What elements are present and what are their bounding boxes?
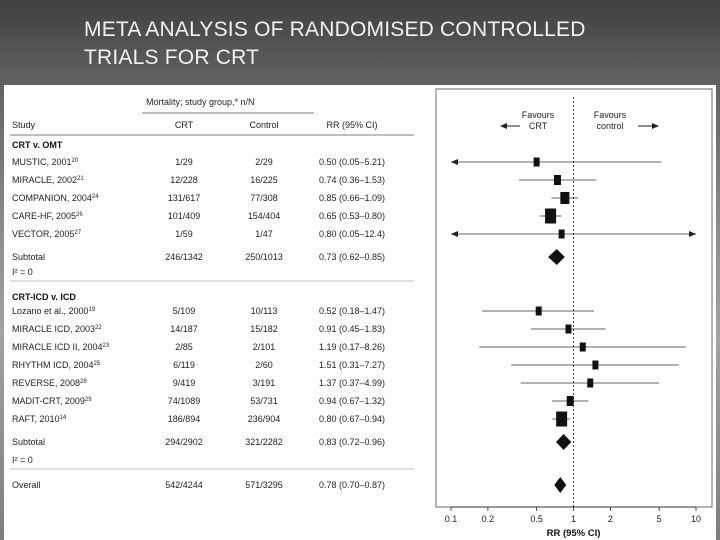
study-row-12-control: 236/904 <box>247 414 281 424</box>
subtotal-2-diamond <box>556 434 571 450</box>
study-row-7-label: MIRACLE ICD, 2003$^{22}$ <box>12 324 102 334</box>
study-row-9-crt: 6/119 <box>173 360 195 370</box>
study-row-10-crt: 9/419 <box>172 378 196 388</box>
header-control: Control <box>249 120 279 130</box>
subtotal-1-rr: 0.73 (0.62–0.85) <box>318 252 386 262</box>
favours-control-line2: control <box>596 121 624 131</box>
study-row-10-point <box>587 379 593 388</box>
study-row-3-ref: 24 <box>91 194 99 200</box>
study-row-4-rr: 0.65 (0.53–0.80) <box>318 211 386 221</box>
study-row-2-ref: 21 <box>77 176 84 182</box>
study-row-5-ref: 27 <box>74 230 82 236</box>
study-row-1-ref: 20 <box>71 158 79 164</box>
subtotal-1-crt: 246/1342 <box>165 252 203 262</box>
header-study: Study <box>12 120 36 130</box>
study-row-3-label: COMPANION, 2004$^{24}$ <box>12 193 99 203</box>
study-row-2-control: 16/225 <box>250 175 278 185</box>
study-row-2-rr: 0.74 (0.36–1.53) <box>318 175 386 185</box>
study-row-7-point <box>565 325 571 334</box>
study-row-3-point <box>560 192 569 204</box>
study-row-12-rr: 0.80 (0.67–0.94) <box>318 414 386 424</box>
slide-title-line-1: META ANALYSIS OF RANDOMISED CONTROLLED <box>84 18 586 41</box>
study-row-7-control: 15/182 <box>250 324 278 334</box>
study-row-2-label: MIRACLE, 2002$^{21}$ <box>12 175 84 185</box>
plot-frame <box>436 89 712 507</box>
x-tick-label-4: 1 <box>570 514 577 524</box>
group-header-1: CRT v. OMT <box>12 140 63 150</box>
x-tick-label-6: 5 <box>656 514 662 524</box>
study-row-6-rr: 0.52 (0.18–1.47) <box>318 306 386 316</box>
study-row-4-crt: 101/409 <box>167 211 201 221</box>
subtotal-1-label: Subtotal <box>12 252 46 262</box>
study-row-11-rr: 0.94 (0.67–1.32) <box>318 396 386 406</box>
study-row-1-ci-arrow-left-icon <box>451 159 458 165</box>
study-row-5-rr: 0.80 (0.05–12.4) <box>318 229 386 239</box>
study-row-9-control: 2/60 <box>255 360 273 370</box>
study-row-4-ref: 26 <box>76 212 83 218</box>
study-row-3-control: 77/308 <box>250 193 278 203</box>
study-row-1-point <box>534 158 540 167</box>
study-row-7-ref: 22 <box>95 325 102 331</box>
forest-plot-svg <box>4 85 716 540</box>
study-row-11-point <box>567 396 574 406</box>
study-row-6-control: 10/113 <box>250 306 278 316</box>
study-row-8-ref: 23 <box>102 343 110 349</box>
favours-control-line1: Favours <box>593 110 627 120</box>
subtotal-2-rr: 0.83 (0.72–0.96) <box>318 437 386 447</box>
x-axis <box>445 507 701 539</box>
study-row-9-rr: 1.51 (0.31–7.27) <box>318 360 386 370</box>
x-tick-label-3: 0.5 <box>530 514 543 524</box>
x-tick-label-2: 0.2 <box>481 514 495 524</box>
header-group-label: Mortality; study group,* n/N <box>146 97 255 107</box>
overall-label: Overall <box>12 480 41 490</box>
heterogeneity-2: I² = 0 <box>12 455 33 465</box>
overall-rr: 0.78 (0.70–0.87) <box>318 480 386 490</box>
study-row-8-control: 2/101 <box>252 342 276 352</box>
study-row-6-ref: 19 <box>88 307 96 313</box>
group-header-2: CRT-ICD v. ICD <box>12 292 76 302</box>
study-row-5-ci-arrow-left-icon <box>451 231 458 237</box>
study-row-5-crt: 1/59 <box>175 229 193 239</box>
x-tick-label-7: 10 <box>690 514 702 524</box>
favours-crt-arrow-icon <box>500 123 520 129</box>
subtotal-2-label: Subtotal <box>12 437 46 447</box>
study-row-8-crt: 2/85 <box>175 342 193 352</box>
study-row-8-rr: 1.19 (0.17–8.26) <box>318 342 386 352</box>
study-row-8-label: MIRACLE ICD II, 2004$^{23}$ <box>12 342 110 352</box>
subtotal-2-control: 321/2282 <box>245 437 283 447</box>
favours-control-arrow-icon <box>638 123 659 129</box>
study-row-9-label: RHYTHM ICD, 2004$^{25}$ <box>12 360 101 370</box>
study-row-9-ref: 25 <box>93 361 101 367</box>
study-row-5-point <box>559 230 565 239</box>
study-row-11-label: MADIT-CRT, 2009$^{29}$ <box>12 396 92 406</box>
slide-title <box>84 16 684 72</box>
study-row-12-label: RAFT, 2010$^{14}$ <box>12 414 67 424</box>
favours-crt-line2: CRT <box>528 121 548 131</box>
forest-rows <box>10 97 696 507</box>
study-row-5-ci-arrow-right-icon <box>689 231 696 237</box>
study-row-1-label: MUSTIC, 2001$^{20}$ <box>12 157 79 167</box>
study-row-1-rr: 0.50 (0.05–5.21) <box>318 157 386 167</box>
study-row-11-control: 53/731 <box>250 396 278 406</box>
study-row-12-ref: 14 <box>59 415 67 421</box>
study-row-6-crt: 5/109 <box>172 306 196 316</box>
study-row-4-label: CARE-HF, 2005$^{26}$ <box>12 211 83 221</box>
study-row-3-crt: 131/617 <box>167 193 201 203</box>
forest-plot-figure <box>4 85 716 540</box>
study-row-1-crt: 1/29 <box>175 157 193 167</box>
study-row-5-label: VECTOR, 2005$^{27}$ <box>12 229 82 239</box>
study-row-3-rr: 0.85 (0.66–1.09) <box>318 193 386 203</box>
study-row-2-point <box>554 175 561 185</box>
study-row-7-crt: 14/187 <box>170 324 198 334</box>
study-row-8-point <box>580 343 586 352</box>
x-tick-label-1: 0.1 <box>444 514 458 524</box>
subtotal-1-control: 250/1013 <box>245 252 283 262</box>
study-row-11-ref: 29 <box>84 397 92 403</box>
header-crt: CRT <box>174 120 194 130</box>
x-axis-title: RR (95% CI) <box>546 528 601 539</box>
header-rr: RR (95% CI) <box>326 120 378 130</box>
study-row-2-crt: 12/228 <box>170 175 198 185</box>
study-row-10-ref: 28 <box>80 379 87 385</box>
study-row-6-point <box>536 307 542 316</box>
overall-control: 571/3295 <box>245 480 283 490</box>
subtotal-1-diamond <box>548 249 565 265</box>
heterogeneity-1: I² = 0 <box>12 267 33 277</box>
subtotal-2-crt: 294/2902 <box>165 437 203 447</box>
study-row-12-point <box>556 412 567 427</box>
favours-crt-line1: Favours <box>521 110 555 120</box>
slide-title-line-2: TRIALS FOR CRT <box>84 46 260 69</box>
study-row-10-label: REVERSE, 2008$^{28}$ <box>12 378 87 388</box>
study-row-10-control: 3/191 <box>252 378 276 388</box>
study-row-6-label: Lozano et al., 2000$^{19}$ <box>12 306 96 316</box>
study-row-7-rr: 0.91 (0.45–1.83) <box>318 324 386 334</box>
study-row-10-rr: 1.37 (0.37–4.99) <box>318 378 386 388</box>
study-row-4-point <box>545 209 556 224</box>
overall-crt: 542/4244 <box>165 480 203 490</box>
study-row-5-control: 1/47 <box>255 229 273 239</box>
overall-diamond <box>554 477 566 493</box>
study-row-9-point <box>592 361 598 370</box>
study-row-4-control: 154/404 <box>247 211 281 221</box>
x-tick-label-5: 2 <box>607 514 613 524</box>
study-row-11-crt: 74/1089 <box>167 396 201 406</box>
study-row-1-control: 2/29 <box>255 157 273 167</box>
study-row-12-crt: 186/894 <box>167 414 201 424</box>
